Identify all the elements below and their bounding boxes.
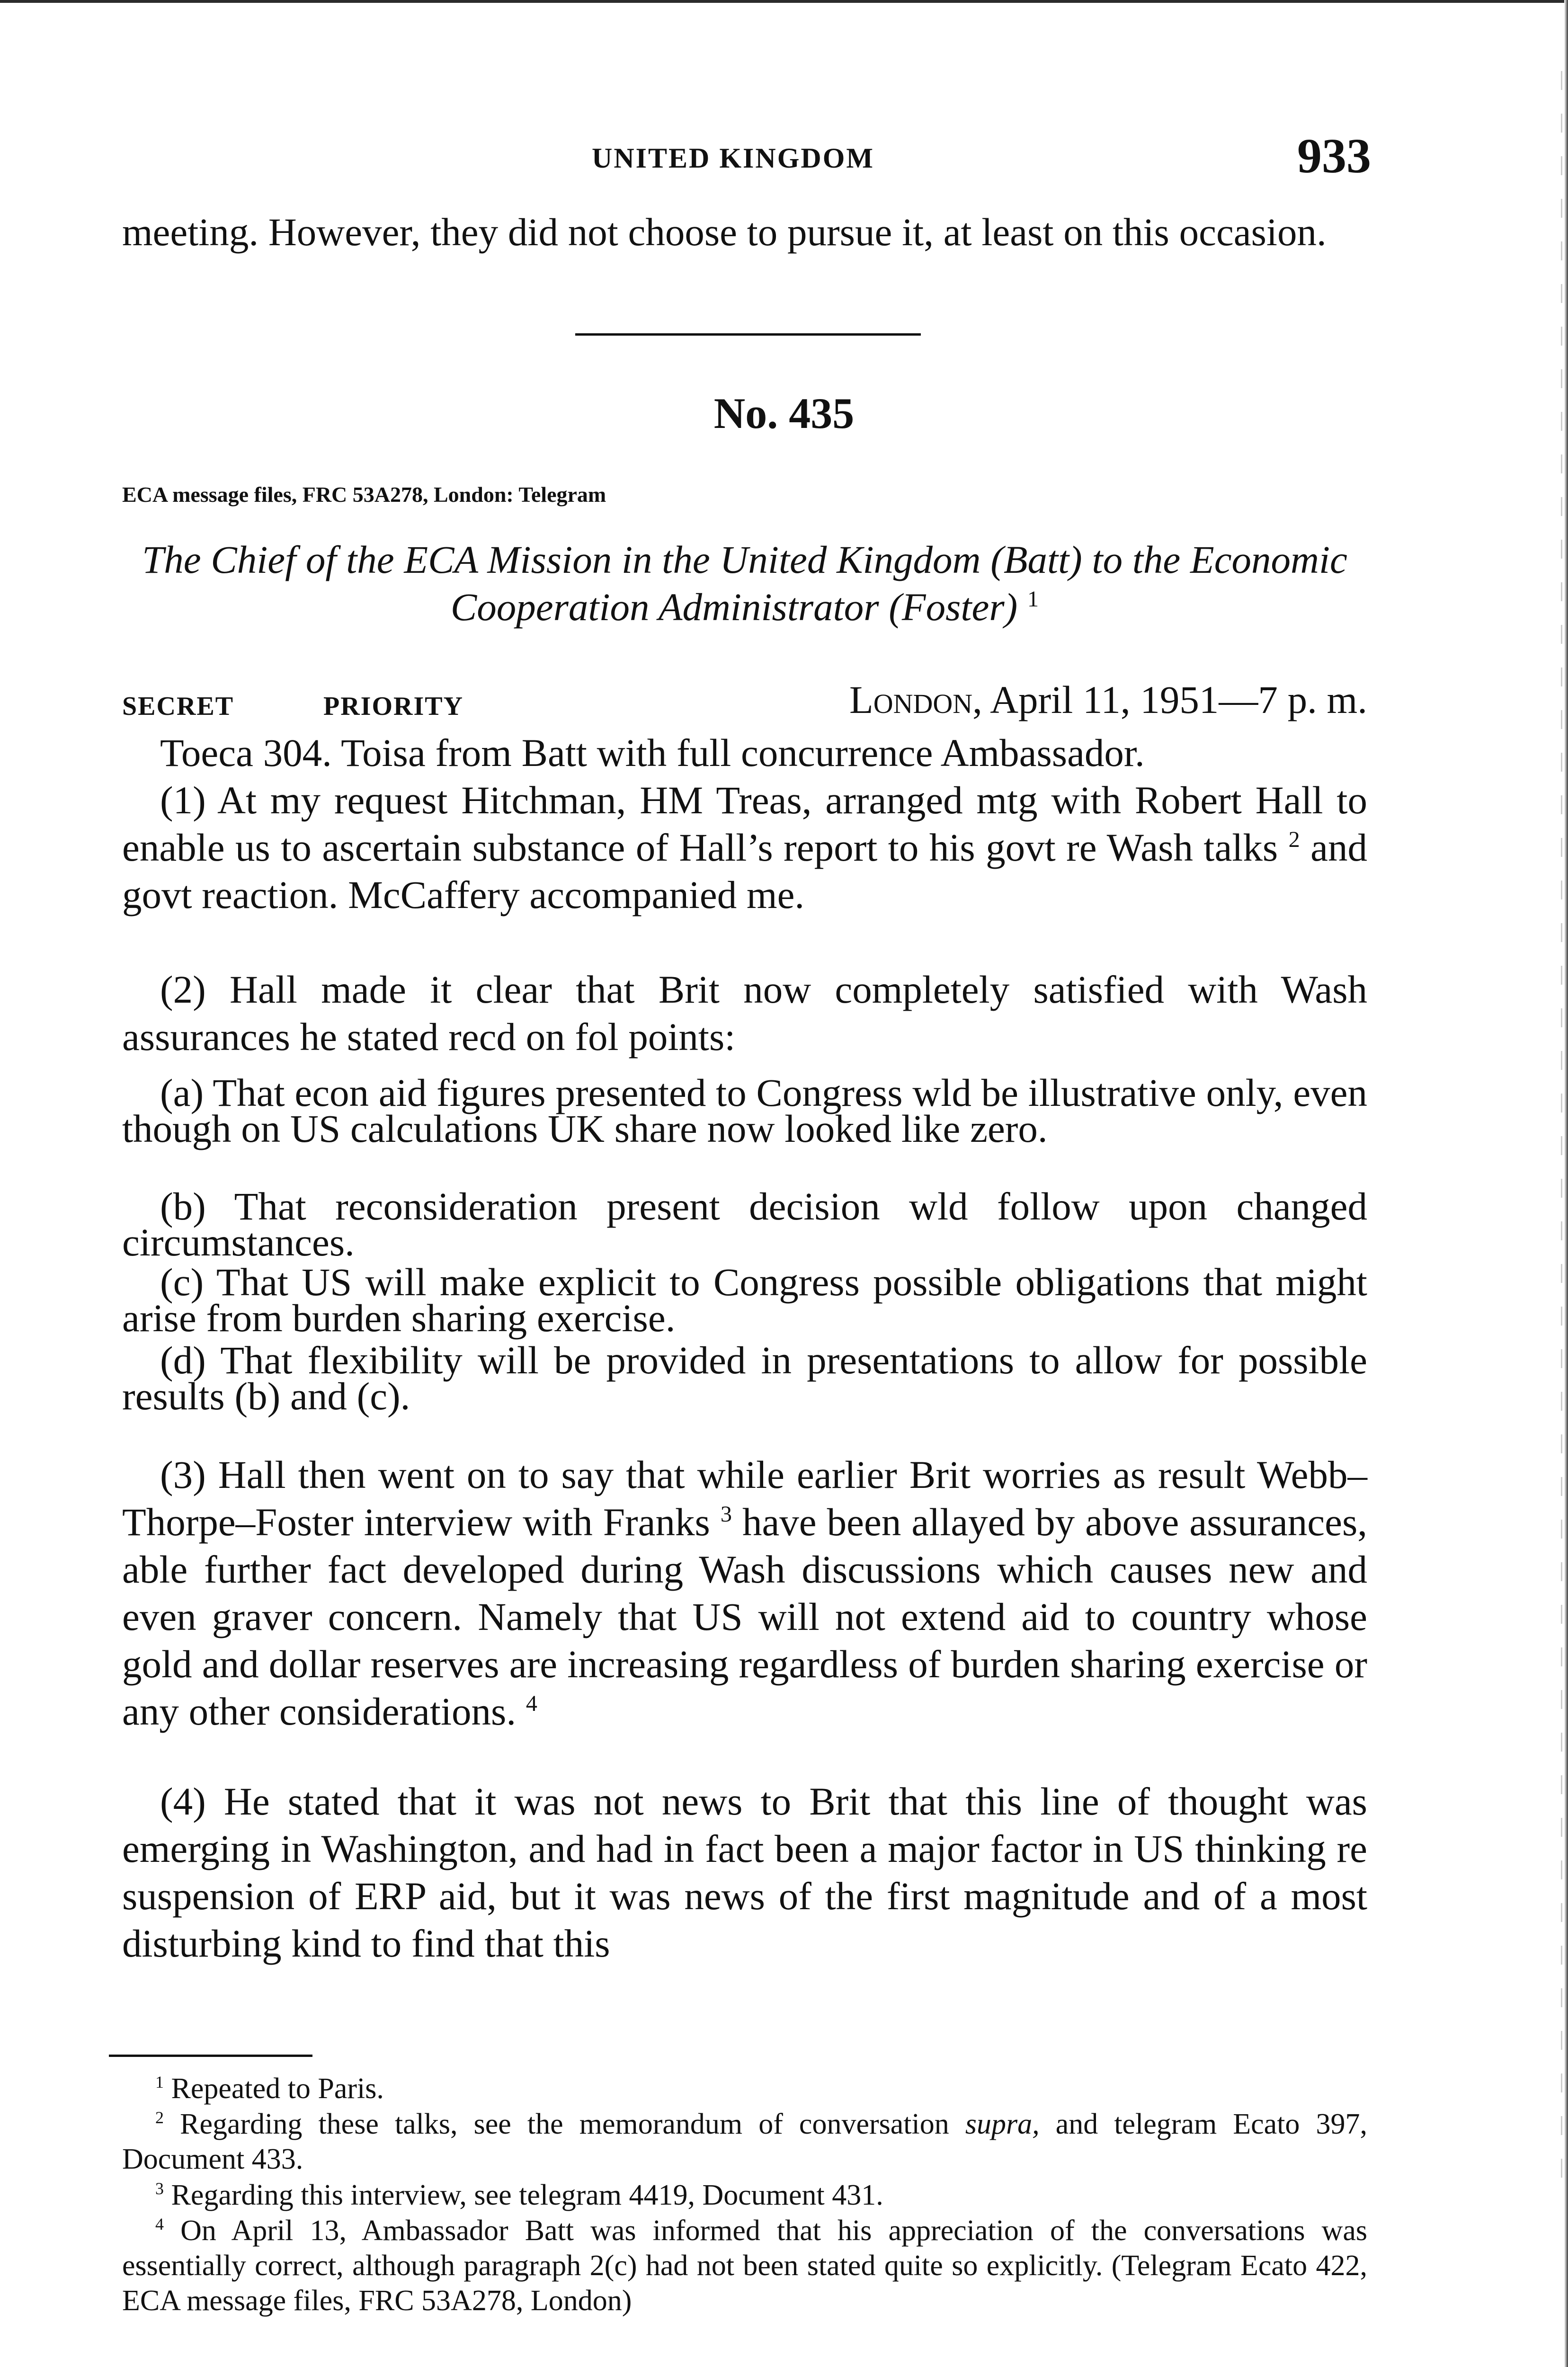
point-a-text: (a) That econ aid figures presented to Congress wld be illustrative only, even though on US calculations UK share now looked like zero. — [122, 1071, 1367, 1150]
footnote-ref-4: 4 — [526, 1691, 537, 1717]
section-divider — [575, 333, 921, 336]
footnote-ref-3: 3 — [720, 1502, 732, 1527]
dateline — [849, 677, 1367, 722]
footnote-2-number: 2 — [155, 2108, 164, 2127]
paragraph-intro-text: Toeca 304. Toisa from Batt with full concurrence Ambassador. — [160, 731, 1145, 774]
precedence: PRIORITY — [323, 692, 464, 721]
point-a — [122, 1071, 1367, 1150]
point-d — [122, 1338, 1367, 1418]
document-number: No. 435 — [713, 389, 855, 437]
footnote-1-text: Repeated to Paris. — [171, 2073, 384, 2105]
point-b — [122, 1184, 1367, 1264]
paragraph-3 — [122, 1451, 1367, 1735]
paragraph-3-text-b: have been allayed by above assurances, able further fact developed during Wash discussions which causes new and even graver concern. Namely that US will not extend aid to country whose gold and dollar reserves are increasing regardless of burden sharing exercise or any other considerations. — [122, 1500, 1368, 1733]
footnote-3-text: Regarding this interview, see telegram 4419, Document 431. — [171, 2179, 883, 2211]
footnote-4-number: 4 — [155, 2215, 164, 2234]
footnote-ref-1: 1 — [1027, 587, 1039, 612]
footnote-3 — [122, 2178, 1367, 2213]
running-head — [0, 128, 1568, 185]
paragraph-1-text-b: and govt reaction. McCaffery accompanied me. — [122, 826, 1368, 917]
document-title-text: The Chief of the ECA Mission in the United Kingdom (Batt) to the Economic Cooperation Administrator (Foster) — [142, 538, 1347, 629]
paragraph-2 — [122, 966, 1367, 1060]
header-meta — [122, 677, 1367, 724]
footnote-ref-2: 2 — [1288, 827, 1300, 853]
footnote-1 — [122, 2071, 1367, 2106]
dateline-date: April 11, 1951—7 p. m. — [990, 678, 1367, 721]
paragraph-4 — [122, 1778, 1367, 1967]
document-title — [122, 536, 1367, 631]
paragraph-1-text-a: (1) At my request Hitchman, HM Treas, arranged mtg with Robert Hall to enable us to ascertain substance of Hall’s report to his govt re Wash talks — [122, 778, 1367, 869]
classification: SECRET — [122, 692, 234, 721]
point-c-text: (c) That US will make explicit to Congress possible obligations that might arise from burden sharing exercise. — [122, 1260, 1367, 1340]
scan-edge-right — [1564, 0, 1568, 2367]
point-c — [122, 1260, 1367, 1340]
footnote-divider — [109, 2055, 312, 2057]
page-number: 933 — [1297, 129, 1371, 183]
scan-edge-top — [0, 0, 1568, 3]
footnote-1-number: 1 — [155, 2073, 164, 2092]
footnote-4-text: On April 13, Ambassador Batt was informed that his appreciation of the conversations was essentially correct, although paragraph 2(c) had not been stated quite so explicitly. (Telegram Ecato 422, ECA message files, FRC 53A278, London) — [122, 2215, 1367, 2317]
footnote-2 — [122, 2107, 1367, 2177]
paragraph-2-text: (2) Hall made it clear that Brit now completely satisfied with Wash assurances he stated recd on fol points: — [122, 968, 1367, 1059]
footnote-2-text-b: and telegram Ecato 397, Document 433. — [122, 2108, 1368, 2175]
point-b-text: (b) That reconsideration present decision wld follow upon changed circumstances. — [122, 1184, 1367, 1264]
paragraph-1 — [122, 776, 1367, 918]
source-note: ECA message files, FRC 53A278, London: Telegram — [122, 482, 606, 507]
footnote-3-number: 3 — [155, 2179, 164, 2198]
paragraph-intro — [122, 729, 1367, 776]
paragraph-4-text: (4) He stated that it was not news to Brit that this line of thought was emerging in Washington, and had in fact been a major factor in US thinking re suspension of ERP aid, but it was news of the first magnitude and of a most disturbing kind to find that this — [122, 1780, 1367, 1965]
continuation-paragraph: meeting. However, they did not choose to pursue it, at least on this occasion. — [122, 210, 1327, 254]
footnote-2-italic: supra, — [965, 2108, 1040, 2140]
running-head-title: UNITED KINGDOM — [592, 142, 875, 174]
paragraph-3-text-a: (3) Hall then went on to say that while earlier Brit worries as result Webb–Thorpe–Foster interview with Franks — [122, 1453, 1367, 1544]
footnote-4 — [122, 2213, 1367, 2318]
point-d-text: (d) That flexibility will be provided in presentations to allow for possible results (b) and (c). — [122, 1338, 1367, 1418]
footnote-2-text-a: Regarding these talks, see the memorandum of conversation — [180, 2108, 949, 2140]
dateline-place: London, — [849, 678, 982, 721]
